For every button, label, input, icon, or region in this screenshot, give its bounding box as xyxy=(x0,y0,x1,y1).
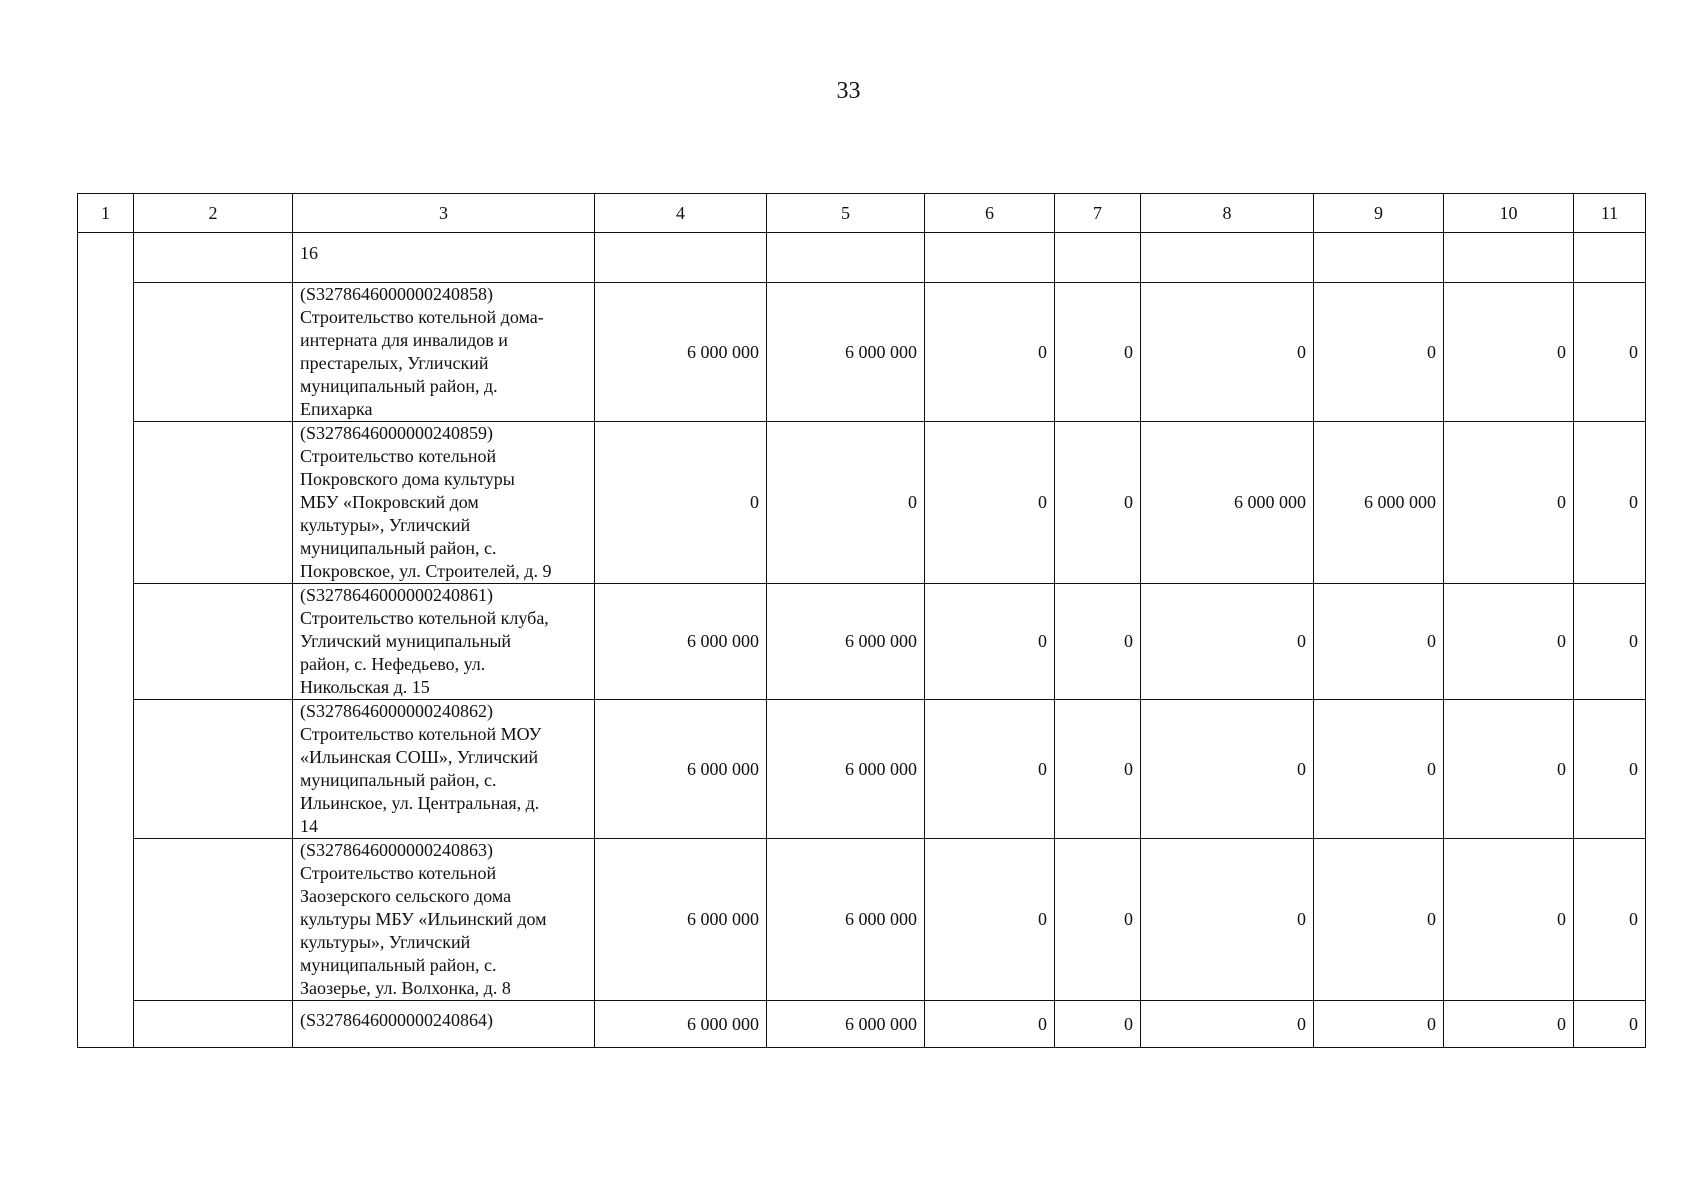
value-col-6: 0 xyxy=(925,839,1055,1001)
table-cell xyxy=(767,233,925,283)
value-col-5: 6 000 000 xyxy=(767,700,925,839)
value-col-5: 6 000 000 xyxy=(767,839,925,1001)
value-col-9: 0 xyxy=(1314,839,1444,1001)
value-col-7: 0 xyxy=(1055,422,1141,584)
table-cell xyxy=(1055,233,1141,283)
value-col-4: 0 xyxy=(595,422,767,584)
table-cell xyxy=(134,584,293,700)
value-col-9: 0 xyxy=(1314,1001,1444,1048)
header-col-11: 11 xyxy=(1574,194,1646,233)
value-col-8: 0 xyxy=(1141,700,1314,839)
value-col-6: 0 xyxy=(925,700,1055,839)
value-col-10: 0 xyxy=(1444,700,1574,839)
header-row xyxy=(78,194,1646,233)
value-col-11: 0 xyxy=(1574,283,1646,422)
value-col-10: 0 xyxy=(1444,584,1574,700)
value-col-10: 0 xyxy=(1444,839,1574,1001)
value-col-8: 0 xyxy=(1141,1001,1314,1048)
header-col-6: 6 xyxy=(925,194,1055,233)
value-col-5: 6 000 000 xyxy=(767,584,925,700)
header-col-10: 10 xyxy=(1444,194,1574,233)
value-col-6: 0 xyxy=(925,283,1055,422)
value-col-4: 6 000 000 xyxy=(595,584,767,700)
page-number: 33 xyxy=(836,78,861,104)
value-col-5: 6 000 000 xyxy=(767,1001,925,1048)
row-description: (S3278646000000240858) Строительство котельной дома- интерната для инвалидов и престарелых, Угличский муниципальный район, д. Епихарка xyxy=(293,283,595,422)
value-col-11: 0 xyxy=(1574,422,1646,584)
table-cell xyxy=(134,839,293,1001)
table-cell xyxy=(595,233,767,283)
value-col-8: 0 xyxy=(1141,839,1314,1001)
value-col-5: 0 xyxy=(767,422,925,584)
table-cell xyxy=(1141,233,1314,283)
header-col-5: 5 xyxy=(767,194,925,233)
header-col-4: 4 xyxy=(595,194,767,233)
row-description: (S3278646000000240859) Строительство котельной Покровского дома культуры МБУ «Покровский дом культуры», Угличский муниципальный район, с. Покровское, ул. Строителей, д. 9 xyxy=(293,422,595,584)
value-col-5: 6 000 000 xyxy=(767,283,925,422)
value-col-4: 6 000 000 xyxy=(595,283,767,422)
value-col-8: 6 000 000 xyxy=(1141,422,1314,584)
table-cell xyxy=(134,233,293,283)
header-col-9: 9 xyxy=(1314,194,1444,233)
value-col-4: 6 000 000 xyxy=(595,839,767,1001)
col1-merged-cell xyxy=(78,233,134,1048)
value-col-10: 0 xyxy=(1444,283,1574,422)
table-cell xyxy=(1444,233,1574,283)
continuation-number: 16 xyxy=(293,233,595,283)
value-col-7: 0 xyxy=(1055,1001,1141,1048)
value-col-9: 6 000 000 xyxy=(1314,422,1444,584)
header-col-7: 7 xyxy=(1055,194,1141,233)
table-row-continuation xyxy=(78,233,1646,283)
row-description: (S3278646000000240863) Строительство котельной Заозерского сельского дома культуры МБУ «Ильинский дом культуры», Угличский муниципальный район, с. Заозерье, ул. Волхонка, д. 8 xyxy=(293,839,595,1001)
table-cell xyxy=(134,700,293,839)
value-col-9: 0 xyxy=(1314,700,1444,839)
value-col-7: 0 xyxy=(1055,700,1141,839)
value-col-11: 0 xyxy=(1574,839,1646,1001)
value-col-11: 0 xyxy=(1574,1001,1646,1048)
header-col-1: 1 xyxy=(78,194,134,233)
value-col-11: 0 xyxy=(1574,700,1646,839)
row-description: (S3278646000000240861) Строительство котельной клуба, Угличский муниципальный район, с. Нефедьево, ул. Никольская д. 15 xyxy=(293,584,595,700)
value-col-7: 0 xyxy=(1055,839,1141,1001)
header-col-3: 3 xyxy=(293,194,595,233)
header-col-8: 8 xyxy=(1141,194,1314,233)
value-col-6: 0 xyxy=(925,1001,1055,1048)
value-col-9: 0 xyxy=(1314,283,1444,422)
table-row xyxy=(78,584,1646,700)
value-col-6: 0 xyxy=(925,584,1055,700)
table-row xyxy=(78,700,1646,839)
table-row xyxy=(78,283,1646,422)
value-col-6: 0 xyxy=(925,422,1055,584)
value-col-4: 6 000 000 xyxy=(595,1001,767,1048)
value-col-10: 0 xyxy=(1444,1001,1574,1048)
table-row xyxy=(78,1001,1646,1048)
table-cell xyxy=(134,1001,293,1048)
value-col-11: 0 xyxy=(1574,584,1646,700)
value-col-9: 0 xyxy=(1314,584,1444,700)
value-col-10: 0 xyxy=(1444,422,1574,584)
header-col-2: 2 xyxy=(134,194,293,233)
budget-table xyxy=(77,193,1646,1048)
value-col-8: 0 xyxy=(1141,584,1314,700)
value-col-4: 6 000 000 xyxy=(595,700,767,839)
table-row xyxy=(78,839,1646,1001)
value-col-7: 0 xyxy=(1055,584,1141,700)
row-description: (S3278646000000240864) xyxy=(293,1001,595,1048)
table-cell xyxy=(1574,233,1646,283)
value-col-7: 0 xyxy=(1055,283,1141,422)
value-col-8: 0 xyxy=(1141,283,1314,422)
table-row xyxy=(78,422,1646,584)
row-description: (S3278646000000240862) Строительство котельной МОУ «Ильинская СОШ», Угличский муниципальный район, с. Ильинское, ул. Центральная, д. 14 xyxy=(293,700,595,839)
table-cell xyxy=(134,283,293,422)
table-cell xyxy=(925,233,1055,283)
table-cell xyxy=(1314,233,1444,283)
table-cell xyxy=(134,422,293,584)
